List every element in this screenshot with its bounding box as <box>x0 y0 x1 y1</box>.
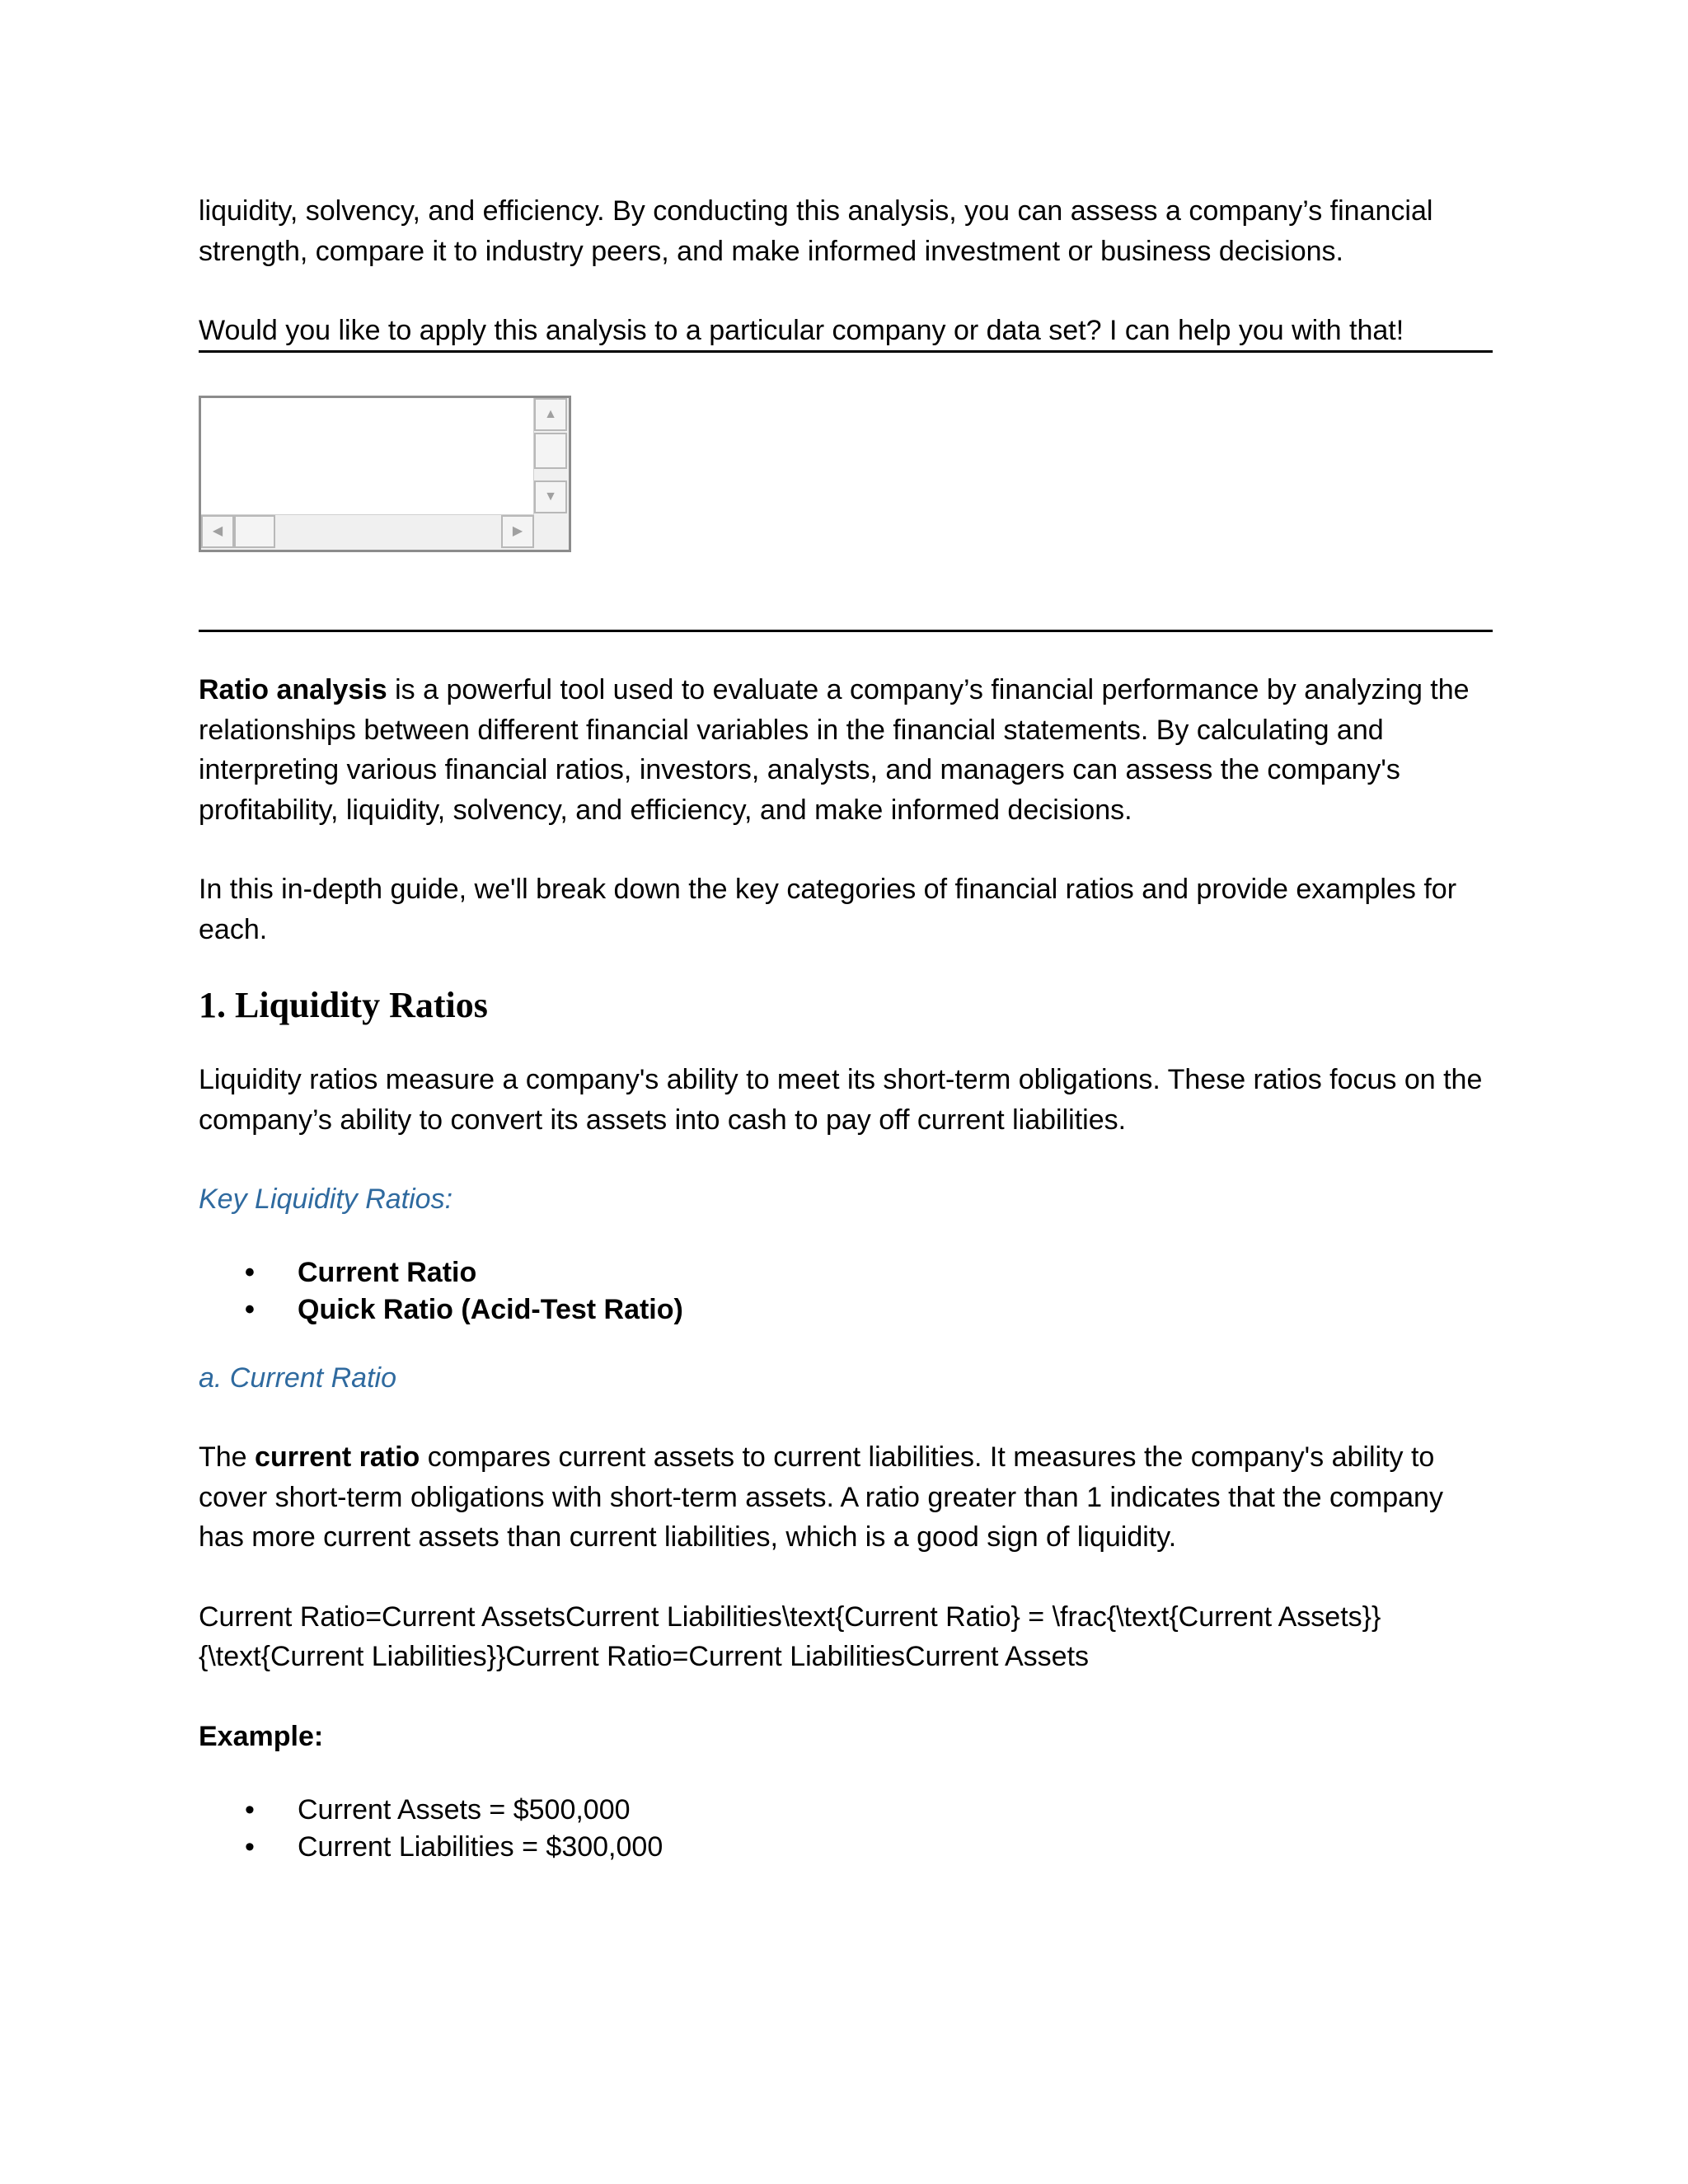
current-ratio-text: compares current assets to current liabilities. It measures the company's ability to cover short-term obligations with short-term assets. A ratio greater than 1 indicates that the company has more current assets than current liabilities, which is a good sign of liquidity. <box>199 1441 1443 1553</box>
key-ratios-subheading: Key Liquidity Ratios: <box>199 1183 453 1215</box>
follow-up-question: Would you like to apply this analysis to a particular company or data set? I can help you with that! <box>199 311 1493 353</box>
list-item: • Quick Ratio (Acid-Test Ratio) <box>199 1291 1493 1329</box>
horizontal-divider <box>199 630 1493 632</box>
response-textarea[interactable] <box>199 396 571 552</box>
list-item: • Current Ratio <box>199 1254 1493 1291</box>
current-ratio-formula: Current Ratio=Current AssetsCurrent Liabilities\text{Current Ratio} = \frac{\text{Current Assets}}{\text{Current Liabilities}}Current Ratio=Current LiabilitiesCurrent Assets <box>199 1601 1381 1672</box>
current-ratio-lead: The <box>199 1441 256 1473</box>
current-ratio-paragraph <box>199 1437 1493 1558</box>
list-item: • Current Liabilities = $300,000 <box>199 1829 1493 1866</box>
liquidity-description: Liquidity ratios measure a company's ability to meet its short-term obligations. These ratios focus on the company’s ability to convert its assets into cash to pay off current liabilities. <box>199 1064 1483 1136</box>
current-ratio-term: current ratio <box>255 1441 420 1473</box>
current-ratio-subheading: a. Current Ratio <box>199 1362 396 1394</box>
ratio-analysis-text: is a powerful tool used to evaluate a company’s financial performance by analyzing the relationships between different financial variables in the financial statements. By calculating and interpreting various financial ratios, investors, analysts, and managers can assess the company's profitability, liquidity, solvency, and efficiency, and make informed decisions. <box>199 674 1470 826</box>
scroll-right-icon[interactable]: ▶ <box>501 515 534 548</box>
scroll-down-icon[interactable]: ▼ <box>534 480 567 513</box>
key-ratios-list <box>199 1254 1493 1329</box>
example-list <box>199 1792 1493 1866</box>
section-heading-liquidity: 1. Liquidity Ratios <box>199 985 488 1025</box>
document-body <box>199 670 1493 1866</box>
horizontal-scrollbar[interactable] <box>201 514 534 550</box>
guide-paragraph: In this in-depth guide, we'll break down the key categories of financial ratios and provide examples for each. <box>199 874 1457 945</box>
scroll-thumb-horizontal[interactable] <box>234 515 275 548</box>
scroll-thumb-vertical[interactable] <box>534 433 567 469</box>
ratio-analysis-term: Ratio analysis <box>199 674 387 705</box>
vertical-scrollbar[interactable] <box>533 398 569 515</box>
example-label: Example: <box>199 1720 324 1752</box>
document-page <box>199 191 1493 353</box>
intro-paragraph: liquidity, solvency, and efficiency. By conducting this analysis, you can assess a company’s financial strength, compare it to industry peers, and make informed investment or business decisions. <box>199 195 1433 267</box>
scrollbar-corner <box>534 515 569 550</box>
list-item: • Current Assets = $500,000 <box>199 1792 1493 1829</box>
scroll-left-icon[interactable]: ◀ <box>201 515 234 548</box>
scroll-up-icon[interactable]: ▲ <box>534 398 567 431</box>
ratio-analysis-paragraph <box>199 670 1493 830</box>
